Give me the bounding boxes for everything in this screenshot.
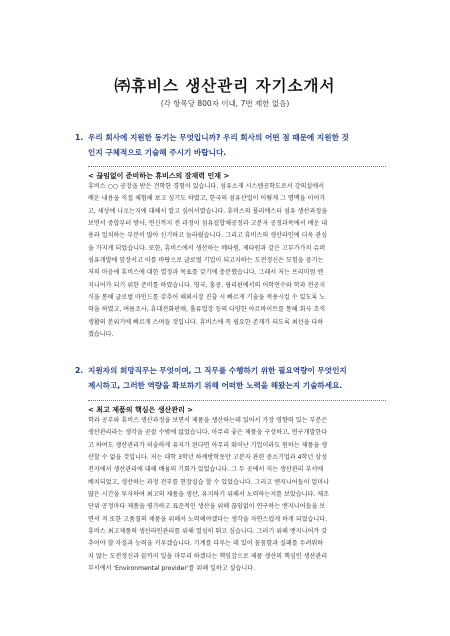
body-line: 섬유개발에 앞장서고 이를 바탕으로 글로벌 기업이 되고자하는 도전정신은 모험을 즐기는	[88, 257, 324, 265]
body-line: 산할 수 없을 것입니다. 저는 대학 3학년 하계방학동안 고분자 관련 중소기업과 4학년 삼성	[88, 454, 327, 462]
body-line: 학과 공부와 휴비스 생산과정을 보면서 제품을 생산하는데 있어서 가장 영향력 있는 부분은	[88, 417, 328, 424]
question-1-line: 우리 회사에 지원한 동기는 무엇입니까? 우리 회사의 어떤 점 때문에 지원한 것	[88, 133, 349, 142]
section-2-divider	[88, 400, 386, 401]
body-line: 생활의 분위기에 빠르게 스며들 것입니다. 휴비스에 꼭 필요한 존재가 되도록 최선을 다하	[88, 318, 324, 326]
body-line: 생산관리라는 생각을 곧잘 수밖에 없었습니다. 아무리 좋은 제품을 구상하고, 연구개발한다	[88, 429, 328, 437]
body-line: 휴비스 ○○ 공장을 받은 견학한 경험이 있습니다. 섬유소재 시스템공학도로서 강의실에서	[88, 183, 325, 190]
body-line: 용과 일치하는 부분이 많아 신기하고 놀라웠습니다. 그리고 휴비스의 생산라인에 더욱 관심	[88, 232, 328, 240]
body-line: 지니어가 되기 위한 준비를 하였습니다. 영국, 홍콩, 필리핀에서의 어학연수와 학과 전공지	[88, 281, 326, 289]
body-line: 배치되었고, 생산하는 과정 전부를 현장실습 할 수 있었습니다. 그리고 엔지니어들이 얼마나	[88, 478, 330, 486]
section-2-body	[88, 415, 386, 575]
section-1-heading: < 끊임없이 준비하는 휴비스의 잠재력 인재 >	[88, 172, 230, 180]
document-subtitle: (각 항목당 800자 이내, 7번 제한 없음)	[160, 99, 290, 108]
body-line: 저의 마음에 휴비스에 대한 열정과 목표를 갖기에 충분했습니다. 그래서 저는 프리미엄 엔	[88, 269, 324, 277]
body-line: 식을 통해 글로벌 마인드를 갖추어 해외시장 진출 시 빠르게 기술을 적용시킬 수 있도록 노	[88, 294, 326, 302]
body-line: 전자에서 생산관리에 대해 배움의 기회가 있었습니다. 그 두 곳에서 저는 생산관리 부서에	[88, 466, 324, 474]
body-line: 을 가지게 되었습니다. 또한, 휴비스에서 생산하는 메타원, 제타원과 같은 고부가가치 슈퍼	[88, 244, 326, 252]
question-1	[75, 130, 388, 160]
body-line: 고 하여도 생산관리가 허술하게 유지가 된다면 아무리 뛰어난 기업이라도 원하는 제품을 생	[88, 441, 328, 449]
question-2-line: 지원자의 희망직무는 무엇이며, 그 직무를 수행하기 위한 필요역량이 무엇인지	[88, 366, 347, 375]
body-line: 추어야 할 자질과 능력을 키우겠습니다. 기계를 다루는 데 있어 꼼꼼함과 실패를 두려워하	[88, 540, 324, 548]
question-1-line: 인지 구체적으로 기술해 주시기 바랍니다.	[88, 148, 227, 157]
question-2	[75, 363, 388, 393]
body-line: 력을 하였고, 여름조사, 휴대전화판매, 홀류업장 등의 다양한 아르바이트를 통해 회사 조직	[88, 306, 326, 314]
body-line: 배운 내용을 직접 체험해 보고 싶기도 하였고, 한국의 섬유산업이 어떻게 그 명맥을 이어가	[88, 195, 326, 203]
body-line: 고, 세상에 나오는지에 대해서 알고 싶어서였습니다. 휴비스의 폴리에스터 섬유 생산과정을	[88, 207, 328, 215]
body-line: 휴비스 최고제품의 생산라인관리를 위해 열심히 뛰고 싶습니다. 그러기 위해 엔지니어가 갖	[88, 528, 328, 536]
body-line: 단위 공정마다 제품을 평가하고 표준적인 생산을 위해 끊임없이 연구하는 엔지니어들을 보	[88, 503, 326, 511]
body-line: 부서에서 'Environmental provider'를 위해 일하고 싶습니다.	[88, 565, 256, 573]
body-line: 면서 저 또한 고품질의 제품을 위해서 노력해야겠다는 생각을 자연스럽게 하게 되었습니다.	[88, 515, 328, 523]
question-2-line: 제시하고, 그러한 역량을 확보하기 위해 어떠한 노력을 해왔는지 기술하세요.	[88, 381, 343, 390]
section-2-heading: < 최고 제품의 핵심은 생산관리 >	[88, 406, 194, 414]
body-line: 많은 시간을 투자하여 최고의 제품을 생산, 유지하기 위해서 노력하는지를 보았습니다. 제조	[88, 491, 330, 499]
question-1-number: 1.	[75, 133, 84, 142]
body-line: 보면서 중합부터 방사, 연신까지 전 과정이 섬유집합체공정과 고분자 공정과목에서 배운 내	[88, 220, 328, 228]
body-line: 겠습니다.	[88, 331, 114, 339]
question-2-number: 2.	[75, 366, 84, 375]
section-1-body	[88, 181, 386, 341]
section-1-divider	[88, 166, 386, 167]
body-line: 지 않는 도전정신과 끝까지 일을 마무리 하겠다는 책임감으로 제품 생산의 핵심인 생산관리	[88, 552, 328, 560]
document-title: ㈜휴비스 생산관리 자기소개서	[114, 77, 336, 95]
